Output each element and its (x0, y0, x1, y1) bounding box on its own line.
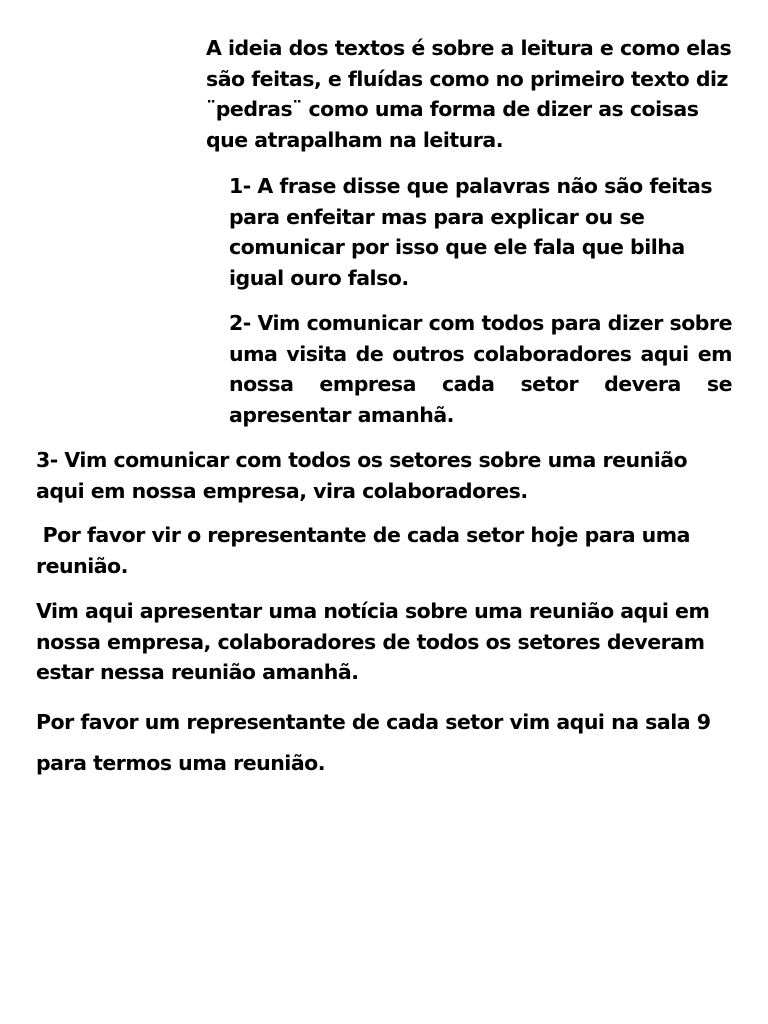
intro-paragraph: A ideia dos textos é sobre a leitura e como elas são feitas, e fluídas como no primeiro texto diz ¨pedras¨ como uma forma de dizer as coisas que atrapalham na leitura. (206, 36, 732, 152)
answer-2-paragraph: 2- Vim comunicar com todos para dizer sobre uma visita de outros colaboradores aqui em nossa empresa cada setor devera se apresentar amanhã. (229, 311, 732, 427)
answer-3-paragraph: 3- Vim comunicar com todos os setores sobre uma reunião aqui em nossa empresa, vira colaboradores. (36, 448, 688, 503)
answer-4-followup-paragraph: Por favor um representante de cada setor vim aqui na sala 9 para termos uma reunião. (36, 710, 711, 775)
answer-4-paragraph: Vim aqui apresentar uma notícia sobre uma reunião aqui em nossa empresa, colaboradores de todos os setores deveram estar nessa reunião amanhã. (36, 599, 710, 684)
answer-1-paragraph: 1- A frase disse que palavras não são feitas para enfeitar mas para explicar ou se comunicar por isso que ele fala que bilha igual ouro falso. (229, 174, 713, 290)
answer-3-followup-paragraph: Por favor vir o representante de cada setor hoje para uma reunião. (36, 523, 697, 578)
